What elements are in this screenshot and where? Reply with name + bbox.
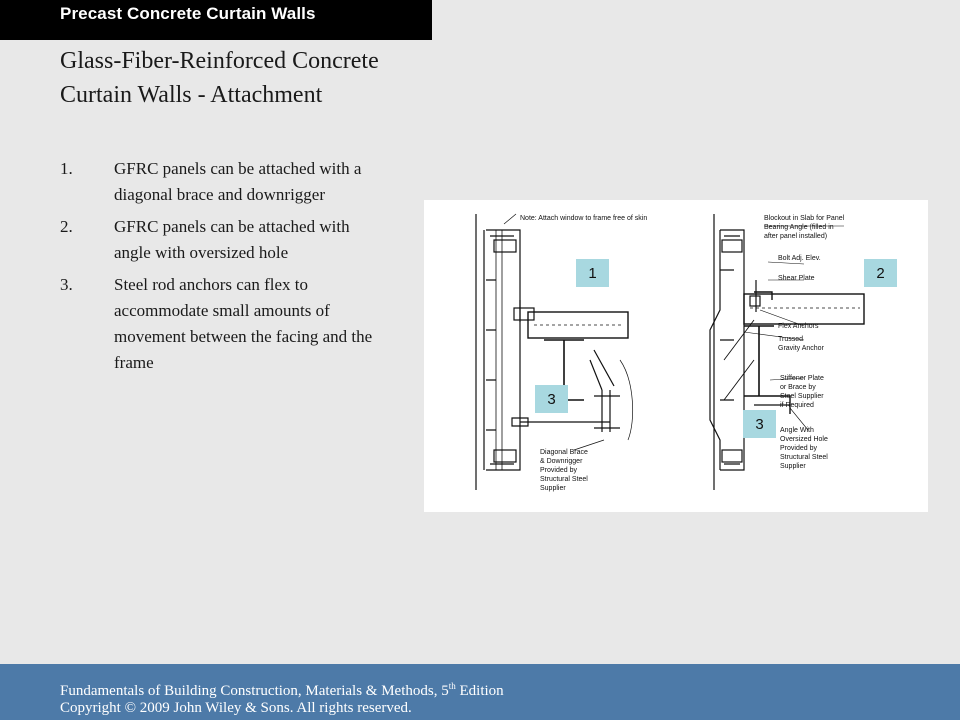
gfrc-attachment-figure [424, 200, 928, 512]
bullet-number: 1. [60, 159, 73, 178]
stiffener-label: Stiffener Plate [780, 375, 824, 382]
blockout-label: Blockout in Slab for Panel [764, 215, 845, 222]
structural-steel-label: Structural Steel [780, 454, 828, 461]
supplier-label: Supplier [780, 463, 806, 470]
callout-3-right: 3 [743, 410, 776, 438]
provided-by-label-2: Provided by [540, 467, 577, 474]
callout-3-left: 3 [535, 385, 568, 413]
bullet-text: GFRC panels can be attached with a diagonal brace and downrigger [114, 159, 362, 204]
slide-title: Glass-Fiber-Reinforced Concrete Curtain Walls - Attachment [60, 48, 379, 108]
bullet-text: Steel rod anchors can flex to accommodate small amounts of movement between the facing and the frame [114, 275, 373, 372]
bullet-list [60, 156, 380, 382]
downrigger-label: & Downrigger [540, 458, 583, 465]
oversized-label: Oversized Hole [780, 436, 828, 443]
structural-steel-label-2: Structural Steel [540, 476, 588, 483]
header-bar [0, 0, 432, 40]
section-drawing [424, 200, 928, 512]
header-title: Precast Concrete Curtain Walls [60, 4, 316, 23]
steel-supplier-label: Steel Supplier [780, 393, 824, 400]
callout-1: 1 [576, 259, 609, 287]
bullet-number: 2. [60, 217, 73, 236]
brace-by-label: or Brace by [780, 384, 816, 391]
bolt-label: Bolt Adj. Elev. [778, 255, 821, 262]
shear-label: Shear Plate [778, 275, 815, 282]
bullet-text: GFRC panels can be attached with angle with oversized hole [114, 217, 350, 262]
flex-label: Flex Anchors [778, 323, 819, 330]
bullet-item [60, 272, 380, 376]
angle-with-label: Angle With [780, 427, 814, 434]
bearing-label: Bearing Angle (filled in [764, 224, 834, 231]
footer-copyright: Copyright © 2009 John Wiley & Sons. All rights reserved. [60, 700, 412, 716]
diag-brace-label: Diagonal Brace [540, 449, 588, 456]
supplier-label-2: Supplier [540, 485, 566, 492]
note-label: Note: Attach window to frame free of skin [520, 215, 648, 222]
if-required-label: if Required [780, 402, 814, 409]
trussed-label: Trussed [778, 336, 804, 343]
gravity-label: Gravity Anchor [778, 345, 824, 352]
provided-by-label: Provided by [780, 445, 817, 452]
footer-citation-edition: Edition [455, 683, 504, 699]
callout-2: 2 [864, 259, 897, 287]
footer [0, 664, 960, 720]
footer-citation-text: Fundamentals of Building Construction, Materials & Methods, 5 [60, 683, 449, 699]
after-label: after panel installed) [764, 233, 828, 240]
bullet-item [60, 214, 380, 266]
bullet-item [60, 156, 380, 208]
footer-citation-sup: th [448, 681, 456, 691]
bullet-number: 3. [60, 275, 73, 294]
